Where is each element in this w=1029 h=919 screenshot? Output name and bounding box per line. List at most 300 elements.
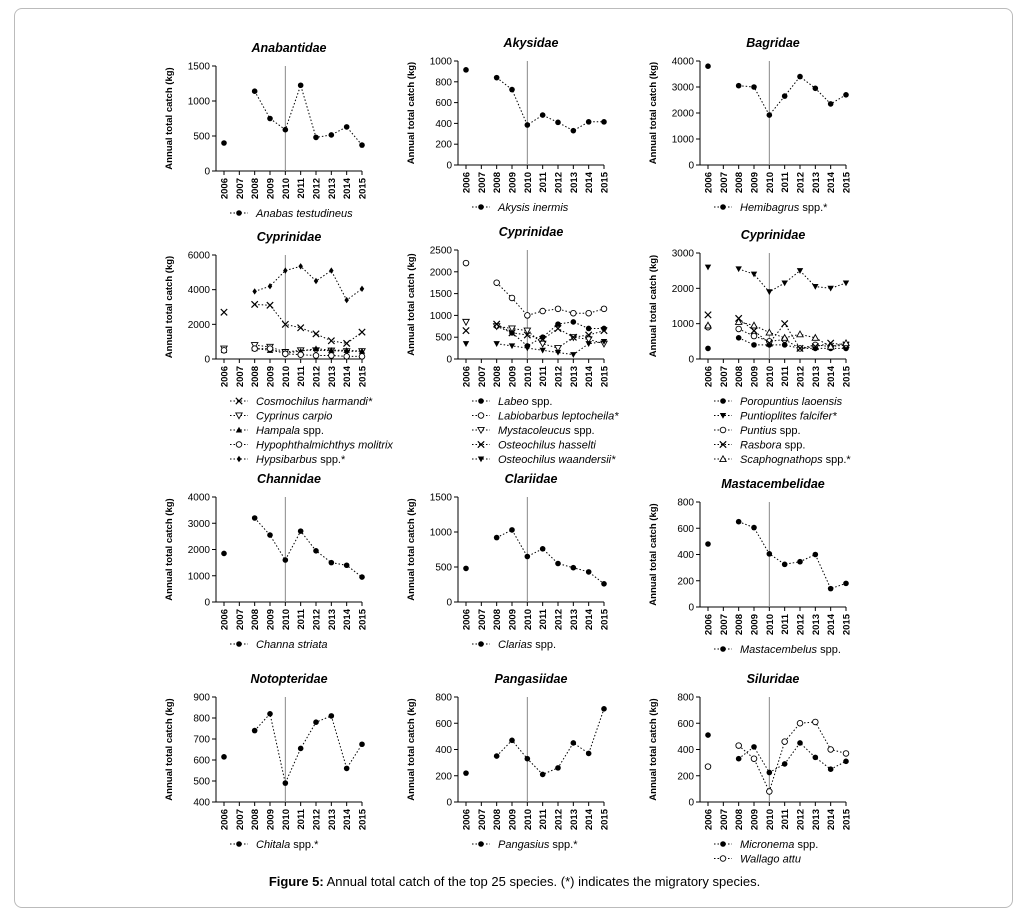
y-tick-label: 2500 xyxy=(429,245,452,257)
x-tick-label: 2008 xyxy=(492,172,504,194)
legend-marker xyxy=(236,442,242,448)
x-tick-label: 2010 xyxy=(522,172,534,194)
x-tick-label: 2008 xyxy=(250,609,262,631)
x-tick-label: 2012 xyxy=(795,809,807,831)
data-point xyxy=(705,732,711,738)
chart-title: Pangasiidae xyxy=(494,672,568,686)
x-tick-label: 2011 xyxy=(780,366,792,387)
legend-entry: Osteochilus hasselti xyxy=(498,439,596,452)
x-tick-label: 2015 xyxy=(841,366,853,388)
data-point xyxy=(298,352,304,358)
y-tick-label: 3000 xyxy=(671,82,694,94)
data-point xyxy=(782,342,788,348)
data-point xyxy=(494,280,500,286)
y-axis-label: Annual total catch (kg) xyxy=(406,498,417,601)
y-tick-label: 400 xyxy=(435,118,452,130)
x-tick-label: 2008 xyxy=(492,366,504,388)
data-point xyxy=(571,310,577,316)
data-point xyxy=(571,319,577,325)
x-tick-label: 2012 xyxy=(311,366,323,388)
y-axis-label: Annual total catch (kg) xyxy=(648,254,659,358)
legend-entry: Hypophthalmichthys molitrix xyxy=(256,439,393,452)
y-tick-label: 4000 xyxy=(187,492,210,504)
chart-title: Siluridae xyxy=(746,672,800,686)
data-point xyxy=(313,353,319,359)
data-point xyxy=(782,93,788,99)
legend-entry: Hampala spp. xyxy=(256,425,324,437)
data-point xyxy=(494,535,500,541)
x-tick-label: 2007 xyxy=(476,809,488,831)
chart-panel-12 xyxy=(648,672,853,866)
x-tick-label: 2011 xyxy=(538,609,550,630)
x-tick-label: 2006 xyxy=(703,366,715,388)
data-point xyxy=(494,75,500,81)
x-tick-label: 2009 xyxy=(265,809,277,831)
x-tick-label: 2010 xyxy=(764,366,776,388)
y-axis-label: Annual total catch (kg) xyxy=(406,61,417,165)
x-tick-label: 2007 xyxy=(234,809,246,831)
legend-marker xyxy=(720,204,726,210)
data-point xyxy=(555,306,561,312)
y-tick-label: 2000 xyxy=(187,319,210,331)
y-tick-label: 4000 xyxy=(187,285,210,297)
y-tick-label: 0 xyxy=(446,354,452,366)
legend-entry: Channa striata xyxy=(256,639,328,651)
x-tick-label: 2013 xyxy=(810,809,822,831)
y-tick-label: 900 xyxy=(193,692,210,704)
x-tick-label: 2012 xyxy=(553,172,565,194)
y-tick-label: 1500 xyxy=(429,289,452,301)
data-point xyxy=(767,551,773,557)
chart-panel-5 xyxy=(406,225,619,466)
data-point xyxy=(571,128,577,134)
legend-marker xyxy=(720,841,726,847)
y-axis-label: Annual total catch (kg) xyxy=(164,498,175,601)
x-tick-label: 2014 xyxy=(342,178,354,200)
y-tick-label: 1000 xyxy=(671,319,694,331)
y-tick-label: 1000 xyxy=(187,96,210,108)
x-tick-label: 2015 xyxy=(599,366,611,388)
x-tick-label: 2013 xyxy=(326,178,338,200)
data-point xyxy=(252,88,258,94)
x-tick-label: 2012 xyxy=(795,614,807,636)
x-tick-label: 2009 xyxy=(265,609,277,631)
data-point xyxy=(313,548,319,554)
data-point xyxy=(797,74,803,80)
x-tick-label: 2006 xyxy=(461,366,473,388)
legend-marker xyxy=(478,204,484,210)
data-point xyxy=(297,325,303,331)
y-tick-label: 600 xyxy=(677,718,694,730)
x-tick-label: 2006 xyxy=(219,178,231,200)
x-tick-label: 2014 xyxy=(826,809,838,831)
data-point xyxy=(843,92,849,98)
data-point xyxy=(252,288,256,294)
chart-title: Cyprinidae xyxy=(498,225,564,239)
chart-panel-4 xyxy=(164,230,393,466)
x-tick-label: 2014 xyxy=(342,609,354,631)
data-point xyxy=(705,346,711,352)
data-point xyxy=(329,132,335,138)
legend-entry: Labeo spp. xyxy=(498,396,553,408)
y-tick-label: 2000 xyxy=(671,108,694,120)
y-axis-label: Annual total catch (kg) xyxy=(406,698,417,801)
data-point xyxy=(813,86,819,92)
x-tick-label: 2006 xyxy=(703,614,715,636)
data-point xyxy=(736,756,742,762)
x-tick-label: 2012 xyxy=(311,609,323,631)
x-tick-label: 2009 xyxy=(265,178,277,200)
x-tick-label: 2011 xyxy=(296,366,308,387)
chart-title: Bagridae xyxy=(746,36,800,50)
x-tick-label: 2009 xyxy=(265,366,277,388)
data-point xyxy=(539,348,545,354)
x-tick-label: 2009 xyxy=(507,366,519,388)
y-tick-label: 600 xyxy=(435,98,452,110)
data-point xyxy=(283,780,289,786)
x-tick-label: 2009 xyxy=(507,172,519,194)
data-point xyxy=(525,756,531,762)
y-tick-label: 500 xyxy=(435,332,452,344)
y-tick-label: 0 xyxy=(204,597,210,609)
x-tick-label: 2009 xyxy=(749,172,761,194)
data-point xyxy=(267,711,273,717)
x-tick-label: 2007 xyxy=(476,172,488,194)
y-tick-label: 0 xyxy=(446,160,452,172)
data-point xyxy=(571,740,577,746)
data-point xyxy=(705,764,711,770)
y-tick-label: 600 xyxy=(435,718,452,730)
x-tick-label: 2013 xyxy=(568,609,580,631)
data-point xyxy=(221,309,227,315)
x-tick-label: 2008 xyxy=(492,609,504,631)
x-tick-label: 2013 xyxy=(326,366,338,388)
data-point xyxy=(782,562,788,568)
legend-entry: Mastacembelus spp. xyxy=(740,644,841,656)
legend-marker xyxy=(720,646,726,652)
chart-title: Channidae xyxy=(257,472,321,486)
x-tick-label: 2011 xyxy=(780,809,792,830)
data-point xyxy=(813,552,819,558)
data-point xyxy=(359,741,365,747)
series-line xyxy=(497,530,604,584)
y-axis-label: Annual total catch (kg) xyxy=(648,503,659,606)
data-point xyxy=(252,728,258,734)
chart-panel-3 xyxy=(648,36,853,214)
data-point xyxy=(813,755,819,761)
x-tick-label: 2015 xyxy=(841,614,853,636)
data-point xyxy=(221,754,227,760)
data-point xyxy=(329,353,335,359)
x-tick-label: 2010 xyxy=(280,809,292,831)
x-tick-label: 2013 xyxy=(326,609,338,631)
data-point xyxy=(344,354,350,360)
data-point xyxy=(344,562,350,568)
data-point xyxy=(586,326,592,332)
x-tick-label: 2011 xyxy=(296,809,308,830)
data-point xyxy=(751,322,757,328)
data-point xyxy=(360,286,364,292)
y-tick-label: 400 xyxy=(435,745,452,756)
data-point xyxy=(751,84,757,90)
chart-title: Notopteridae xyxy=(250,672,328,686)
x-tick-label: 2010 xyxy=(522,809,534,831)
legend-entry: Hemibagrus spp.* xyxy=(740,202,828,214)
y-tick-label: 400 xyxy=(193,797,210,809)
data-point xyxy=(463,341,469,347)
y-tick-label: 3000 xyxy=(671,248,694,260)
data-point xyxy=(344,297,348,303)
x-tick-label: 2010 xyxy=(764,809,776,831)
legend-entry: Scaphognathops spp.* xyxy=(740,454,851,466)
y-tick-label: 200 xyxy=(435,771,452,783)
y-tick-label: 500 xyxy=(435,562,452,574)
legend-marker xyxy=(720,856,726,862)
x-tick-label: 2012 xyxy=(553,809,565,831)
data-point xyxy=(221,551,227,557)
data-point xyxy=(359,142,365,148)
data-point xyxy=(313,135,319,141)
x-tick-label: 2014 xyxy=(826,366,838,388)
y-tick-label: 800 xyxy=(677,497,694,509)
x-tick-label: 2014 xyxy=(342,366,354,388)
x-tick-label: 2012 xyxy=(795,366,807,388)
data-point xyxy=(571,565,577,571)
x-tick-label: 2014 xyxy=(584,366,596,388)
legend-entry: Puntius spp. xyxy=(740,425,801,437)
x-tick-label: 2015 xyxy=(599,809,611,831)
legend-entry: Akysis inermis xyxy=(498,202,569,214)
data-point xyxy=(570,352,576,358)
data-point xyxy=(782,761,788,767)
x-tick-label: 2008 xyxy=(734,809,746,831)
data-point xyxy=(540,112,546,118)
x-tick-label: 2010 xyxy=(522,366,534,388)
data-point xyxy=(813,719,819,725)
legend-entry: Poropuntius laoensis xyxy=(740,396,843,408)
series-line xyxy=(739,522,846,589)
data-point xyxy=(828,747,834,753)
legend-entry: Clarias spp. xyxy=(498,639,557,651)
x-tick-label: 2012 xyxy=(311,809,323,831)
data-point xyxy=(329,713,335,719)
chart-title: Cyprinidae xyxy=(740,228,806,242)
series-line xyxy=(255,304,362,343)
data-point xyxy=(586,569,592,575)
y-tick-label: 1500 xyxy=(187,61,210,73)
x-tick-label: 2006 xyxy=(703,809,715,831)
x-tick-label: 2007 xyxy=(234,178,246,200)
data-point xyxy=(797,720,803,726)
series-line xyxy=(255,266,362,300)
x-tick-label: 2010 xyxy=(280,609,292,631)
data-point xyxy=(828,586,834,592)
x-tick-label: 2009 xyxy=(749,809,761,831)
y-tick-label: 800 xyxy=(193,713,210,725)
legend-entry: Puntioplites falcifer* xyxy=(740,410,837,423)
data-point xyxy=(601,706,607,712)
data-point xyxy=(524,346,530,352)
legend-entry: Osteochilus waandersii* xyxy=(498,454,616,466)
x-tick-label: 2009 xyxy=(507,809,519,831)
data-point xyxy=(267,116,273,122)
x-tick-label: 2010 xyxy=(280,178,292,200)
x-tick-label: 2008 xyxy=(250,178,262,200)
data-point xyxy=(751,333,757,339)
y-tick-label: 6000 xyxy=(187,250,210,262)
x-tick-label: 2015 xyxy=(357,178,369,200)
legend-marker xyxy=(720,398,726,404)
chart-panel-11 xyxy=(406,672,611,851)
data-point xyxy=(781,320,787,326)
data-point xyxy=(782,739,788,745)
data-point xyxy=(736,519,742,525)
y-axis-label: Annual total catch (kg) xyxy=(406,253,417,356)
data-point xyxy=(751,525,757,531)
data-point xyxy=(344,124,350,130)
x-tick-label: 2007 xyxy=(476,609,488,631)
data-point xyxy=(463,67,469,73)
y-tick-label: 400 xyxy=(677,745,694,756)
data-point xyxy=(586,751,592,757)
y-tick-label: 4000 xyxy=(671,56,694,68)
data-point xyxy=(828,766,834,772)
y-axis-label: Annual total catch (kg) xyxy=(648,61,659,165)
series-line xyxy=(255,518,362,577)
data-point xyxy=(298,746,304,752)
data-point xyxy=(735,319,741,325)
x-tick-label: 2015 xyxy=(599,172,611,194)
y-axis-label: Annual total catch (kg) xyxy=(164,698,175,801)
y-tick-label: 400 xyxy=(677,550,694,561)
legend-entry: Chitala spp.* xyxy=(256,839,319,851)
legend-entry: Wallago attu xyxy=(740,853,801,866)
x-tick-label: 2013 xyxy=(810,614,822,636)
y-tick-label: 600 xyxy=(677,523,694,535)
data-point xyxy=(509,295,515,301)
x-tick-label: 2014 xyxy=(342,809,354,831)
x-tick-label: 2012 xyxy=(311,178,323,200)
data-point xyxy=(827,286,833,292)
series-line xyxy=(255,85,362,145)
data-point xyxy=(601,119,607,125)
x-tick-label: 2007 xyxy=(476,366,488,388)
data-point xyxy=(329,560,335,566)
x-tick-label: 2011 xyxy=(780,172,792,193)
data-point xyxy=(509,87,515,93)
legend-entry: Mystacoleucus spp. xyxy=(498,425,595,437)
x-tick-label: 2007 xyxy=(234,609,246,631)
data-point xyxy=(267,346,273,352)
data-point xyxy=(267,532,273,538)
data-point xyxy=(252,515,258,521)
y-axis-label: Annual total catch (kg) xyxy=(648,698,659,801)
x-tick-label: 2008 xyxy=(250,366,262,388)
legend-marker xyxy=(720,427,726,433)
y-tick-label: 0 xyxy=(688,354,694,366)
x-tick-label: 2009 xyxy=(507,609,519,631)
series-line xyxy=(255,714,362,783)
data-point xyxy=(298,528,304,534)
x-tick-label: 2011 xyxy=(780,614,792,635)
chart-title: Cyprinidae xyxy=(256,230,322,244)
x-tick-label: 2012 xyxy=(795,172,807,194)
data-point xyxy=(525,122,531,128)
data-point xyxy=(586,310,592,316)
x-tick-label: 2006 xyxy=(219,366,231,388)
x-tick-label: 2013 xyxy=(568,809,580,831)
y-tick-label: 800 xyxy=(435,692,452,704)
data-point xyxy=(463,770,469,776)
x-tick-label: 2007 xyxy=(718,809,730,831)
x-tick-label: 2014 xyxy=(826,614,838,636)
legend-entry: Hypsibarbus spp.* xyxy=(256,454,346,466)
x-tick-label: 2008 xyxy=(734,366,746,388)
data-point xyxy=(283,351,289,357)
data-point xyxy=(525,313,531,319)
x-tick-label: 2007 xyxy=(718,614,730,636)
data-point xyxy=(359,329,365,335)
data-point xyxy=(781,280,787,286)
x-tick-label: 2010 xyxy=(764,172,776,194)
legend-entry: Pangasius spp.* xyxy=(498,839,578,851)
data-point xyxy=(463,260,469,266)
data-point xyxy=(509,527,515,533)
y-tick-label: 1000 xyxy=(429,527,452,539)
x-tick-label: 2006 xyxy=(461,172,473,194)
y-tick-label: 200 xyxy=(435,139,452,151)
x-tick-label: 2010 xyxy=(280,366,292,388)
y-tick-label: 2000 xyxy=(187,545,210,556)
y-tick-label: 800 xyxy=(677,692,694,704)
x-tick-label: 2008 xyxy=(734,172,746,194)
data-point xyxy=(705,541,711,547)
data-point xyxy=(843,280,849,286)
data-point xyxy=(313,719,319,725)
data-point xyxy=(766,289,772,295)
data-point xyxy=(493,341,499,347)
chart-title: Anabantidae xyxy=(251,41,327,55)
data-point xyxy=(812,284,818,290)
y-tick-label: 0 xyxy=(688,160,694,172)
series-line xyxy=(739,77,846,116)
x-tick-label: 2006 xyxy=(219,609,231,631)
x-tick-label: 2011 xyxy=(538,809,550,830)
chart-panel-1 xyxy=(164,41,369,220)
data-point xyxy=(585,341,591,347)
chart-panel-9 xyxy=(648,477,853,656)
x-tick-label: 2015 xyxy=(357,366,369,388)
y-axis-label: Annual total catch (kg) xyxy=(164,67,175,170)
data-point xyxy=(540,546,546,552)
data-point xyxy=(766,329,772,335)
data-point xyxy=(463,319,469,325)
y-tick-label: 200 xyxy=(677,771,694,783)
legend-entry: Labiobarbus leptocheila* xyxy=(498,410,619,423)
caption-text: Annual total catch of the top 25 species. (*) indicates the migratory species. xyxy=(323,874,761,889)
x-tick-label: 2011 xyxy=(538,366,550,387)
data-point xyxy=(298,82,304,88)
data-point xyxy=(252,346,258,352)
legend-entry: Micronema spp. xyxy=(740,839,819,851)
legend-marker xyxy=(478,641,484,647)
x-tick-label: 2014 xyxy=(584,609,596,631)
data-point xyxy=(283,557,289,563)
chart-panel-6 xyxy=(648,228,853,466)
y-tick-label: 1000 xyxy=(429,310,452,322)
data-point xyxy=(313,331,319,337)
x-tick-label: 2010 xyxy=(764,614,776,636)
